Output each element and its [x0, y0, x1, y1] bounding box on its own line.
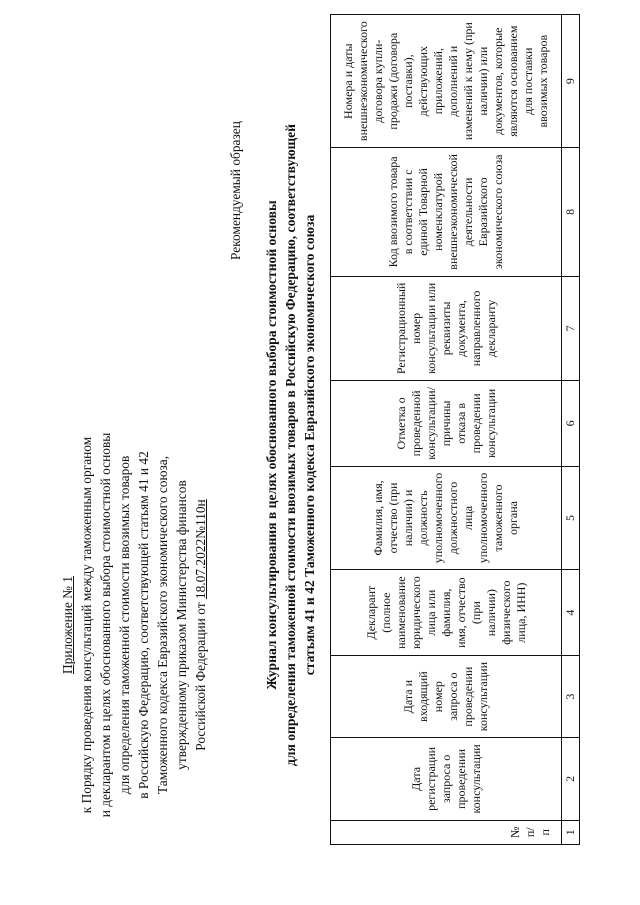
- appendix-number: Приложение № 1: [60, 575, 75, 675]
- column-number: 9: [562, 15, 580, 148]
- header-cell: Отметка о проведенной консультации/ причины отказа в проведении консультации: [331, 381, 562, 467]
- column-number: 1: [562, 820, 580, 844]
- header-cell: Код ввозимого товара в соответствии с единой Товарной номенклатурой внешнеэкономической деятельности Евразийского экономического союза: [331, 148, 562, 277]
- header-cell: Дата и входящий номер запроса о проведении консультации: [331, 656, 562, 738]
- column-number: 2: [562, 738, 580, 820]
- appendix-line: в Российскую Федерацию, соответствующей статьям 41 и 42: [136, 451, 151, 799]
- header-cell: № п/п: [331, 820, 562, 844]
- journal-title-line: для определения таможенной стоимости ввозимых товаров в Российскую Федерацию, соответствующей: [283, 123, 298, 767]
- column-number: 3: [562, 656, 580, 738]
- journal-title-line: Журнал консультирования в целях обоснованного выбора стоимостной основы: [264, 200, 279, 690]
- table-number-row: [562, 15, 580, 845]
- recommended-sample-label: Рекомендуемый образец: [228, 121, 243, 260]
- header-cell: Декларант (полное наименование юридического лица или фамилия, имя, отчество (при наличии) физического лица, ИНН): [331, 570, 562, 656]
- appendix-line: для определения таможенной стоимости ввозимых товаров: [117, 455, 132, 795]
- appendix-line: Таможенного кодекса Евразийского экономического союза,: [155, 455, 170, 795]
- header-cell: Дата регистрации запроса о проведении консультации: [331, 738, 562, 820]
- header-cell: Номера и даты внешнеэкономического договора купли-продажи (договора поставки), действующих приложений, дополнений и изменений к нему (при наличии) или документов, которые являются основанием для поставки ввозимых товаров: [331, 15, 562, 148]
- appendix-header: [58, 405, 210, 845]
- column-number: 4: [562, 570, 580, 656]
- header-cell: Регистрационный номер консультации или реквизиты документа, направленного декларанту: [331, 276, 562, 380]
- order-date-number: 18.07.2022№110н: [193, 499, 208, 600]
- table-header-row: [331, 15, 562, 845]
- appendix-line-prefix: Российской Федерации от: [193, 599, 208, 751]
- journal-title-line: статьям 41 и 42 Таможенного кодекса Евразийского экономического союза: [302, 214, 317, 676]
- header-cell: Фамилия, имя, отчество (при наличии) и должность уполномоченного должностного лица уполномоченного таможенного органа: [331, 466, 562, 570]
- journal-table: [330, 21, 580, 845]
- column-number: 6: [562, 381, 580, 467]
- appendix-line: утвержденному приказом Министерства финансов: [174, 480, 189, 770]
- column-number: 7: [562, 276, 580, 380]
- column-number: 5: [562, 466, 580, 570]
- column-number: 8: [562, 148, 580, 277]
- appendix-line: и декларантом в целях обоснованного выбора стоимостной основы: [98, 432, 113, 818]
- appendix-line-order: [191, 405, 210, 845]
- journal-title: [262, 85, 319, 805]
- appendix-line: к Порядку проведения консультаций между таможенным органом: [79, 436, 94, 814]
